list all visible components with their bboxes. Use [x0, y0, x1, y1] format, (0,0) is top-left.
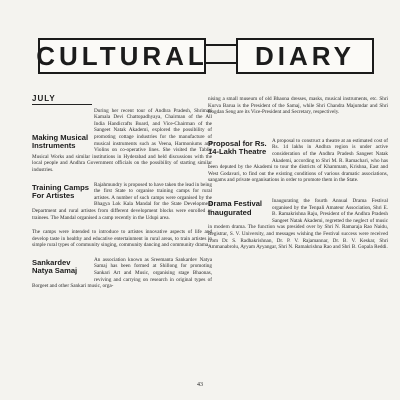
article-museum: [208, 96, 388, 116]
article-text: Rajahmundry is proposed to have taken the lead in being the first State to organise training camps for rural artistes. A number of such camps were organised by the Bhagya Lok Kala Mandal for the State Development Department and rural artistes from different development blocks were enrolled as trainees. The Mandal organised a camp recently in the Udupi area.: [32, 181, 212, 221]
right-column: [208, 96, 388, 259]
article-training-camps: [32, 182, 212, 222]
article-text: An association known as Sreemanta Sankardev Natya Samaj has been formed at Shillong for promoting Sankari Art and Music, organising stage Bhaonas, reviving and carrying on research in original types of Borgeet and other Sankari music, orga-: [32, 256, 212, 290]
article-camp-purpose: [32, 229, 212, 249]
article-theatre: [208, 138, 388, 184]
article-text: The camps were intended to introduce to artistes innovative aspects of life and develop taste in healthy and educative entertainment in rural areas, to train artistes in simple rural types of community singing, community dancing and community drama.: [32, 229, 212, 249]
section-heading: Drama Festival Inaugurated: [208, 198, 263, 217]
section-heading: Training Camps For Artistes: [32, 182, 89, 201]
left-column: [32, 96, 212, 298]
banner-word-left: CULTURAL: [38, 38, 206, 74]
banner-rule-bottom: [206, 62, 236, 64]
article-text: A proposal to construct a theatre at an estimated cost of Rs. 14 lakhs in Andhra region is under active consideration of the Andhra Pradesh Sangeet Natak Akademi, according to Shri M. R. Ramachari, who has been deputed by the Akademi to tour the districts of Khammam, Krishna, East and West Godavari, to find out the existing conditions of various dramatic associations, sangams and private organisations in order to promote them in the State.: [208, 137, 388, 184]
banner-rule-top: [206, 44, 236, 46]
month-heading: JULY: [32, 96, 92, 105]
article-natya-samaj: [32, 257, 212, 290]
article-text: Inaugurating the fourth Annual Drama Festival organised by the Tenpali Amateur Association, Shri E. B. Ramakrishna Raju, President of the Andhra Pradesh Sangeet Natak Akademi, regretted the neglect of music in modern drama. The function was presided over by Shri N. Ramaraja Rao Naidu, Registrar, S. V. University, and messages wishing the Festival success were received from Dr. S. Radhakrishnan, Dr. P. V. Rajamannar, Dr. B. V. Keskar, Shri Ammanabrolu, Ayyam Ayyangar, Shri N. Ramakrishna Rao and Shri B. Gopala Reddi.: [208, 197, 388, 251]
section-heading: Sankardev Natya Samaj: [32, 257, 78, 276]
masthead-banner: [0, 38, 400, 78]
article-text: nising a small museum of old Bhaona dresses, masks, musical instruments, etc. Shri Kurva Barua is the President of the Samaj, while Shri Chandra Majumdar and Shri Bogdan Seng are its Vice-President and Secretary, respectively.: [208, 96, 388, 116]
section-heading: Proposal for Rs. 14-Lakh Theatre: [208, 138, 267, 157]
article-text: During her recent tour of Andhra Pradesh, Shrimati Kamala Devi Chattopadhyaya, Chairman of the All India Handicrafts Board, and Vice-Chairman of the Sangeet Natak Akademi, explored the possibility of promoting cottage industries for the manufacture of musical instruments such as Veena, Harmoniums and Violins on co-operative lines. She visited the Tablla Musical Works and similar institutions in Hyderabad and held discussions with the local people and Andhra Government officials on the possibility of starting similar industries.: [32, 107, 212, 173]
article-drama-festival: [208, 198, 388, 251]
article-kamala-devi: [32, 108, 212, 174]
section-heading: Making Musical Instruments: [32, 132, 89, 151]
page-number: 43: [197, 382, 203, 388]
banner-word-right: DIARY: [236, 38, 374, 74]
